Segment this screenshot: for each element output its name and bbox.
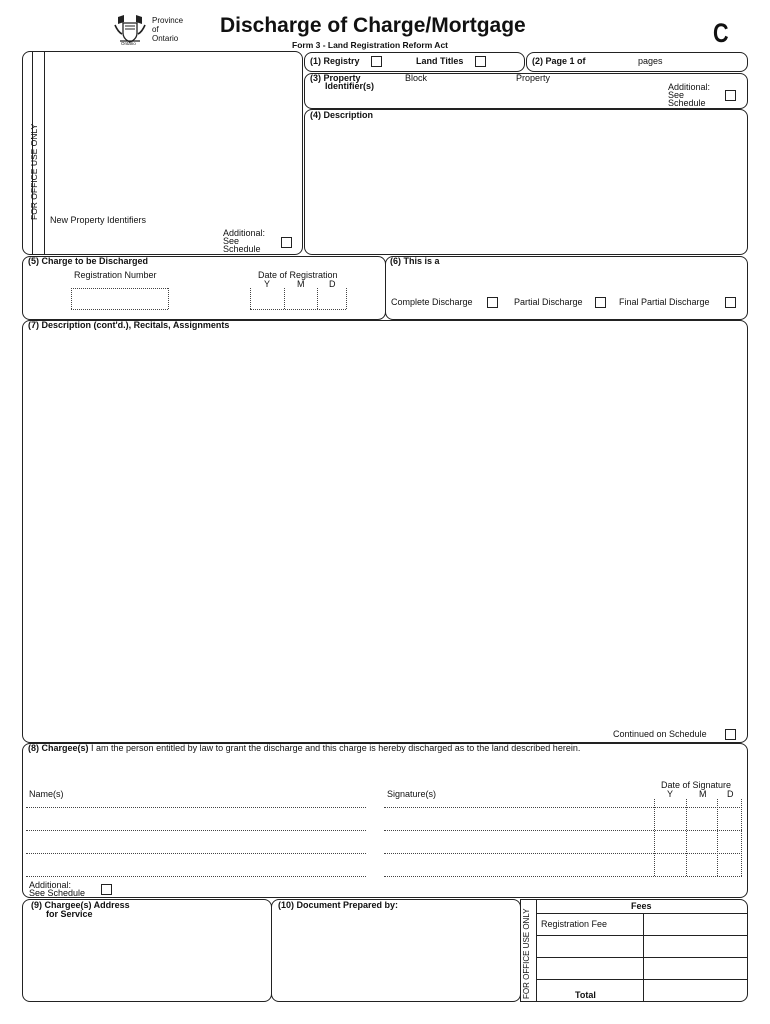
office-additional-checkbox[interactable] — [281, 237, 292, 248]
registration-number-label: Registration Number — [74, 270, 157, 280]
chargees-statement-text: I am the person entitled by law to grant the discharge and this charge is hereby discharged as to the land described herein. — [91, 743, 581, 753]
property-additional-schedule: Schedule — [668, 98, 706, 108]
property-identifiers-label: (3) Property — [310, 73, 361, 83]
address-for-service-label: (9) Chargee(s) Address — [31, 900, 130, 910]
signatures-label: Signature(s) — [387, 789, 437, 799]
prepared-by-box[interactable] — [271, 899, 521, 1002]
property-additional-label: Additional: — [668, 82, 711, 92]
discharge-type-label: (6) This is a — [390, 256, 440, 266]
chargees-label: (8) Chargee(s) — [28, 743, 89, 753]
name-line-4[interactable] — [26, 876, 366, 877]
names-label: Name(s) — [29, 789, 64, 799]
signature-d-label: D — [727, 789, 734, 799]
page-of-label: (2) Page 1 of — [532, 56, 586, 66]
property-identifiers-label-2: Identifier(s) — [325, 81, 375, 91]
fees-box — [520, 899, 748, 1002]
complete-discharge-label: Complete Discharge — [391, 297, 473, 307]
province-line-3: Ontario — [152, 34, 179, 43]
partial-discharge-checkbox[interactable] — [595, 297, 606, 308]
prepared-by-label: (10) Document Prepared by: — [278, 900, 399, 910]
province-line-2: of — [152, 25, 159, 34]
chargees-additional-checkbox[interactable] — [101, 884, 112, 895]
date-of-registration-label: Date of Registration — [258, 270, 338, 280]
office-additional-schedule: Schedule — [223, 244, 261, 254]
chargees-additional-label: Additional: — [29, 880, 72, 890]
date-m-label: M — [297, 279, 305, 289]
chargees-box — [22, 743, 748, 898]
partial-discharge-label: Partial Discharge — [514, 297, 583, 307]
fees-office-use-label: FOR OFFICE USE ONLY — [522, 908, 531, 999]
continued-on-schedule-label: Continued on Schedule — [613, 729, 707, 739]
pages-label: pages — [638, 56, 663, 66]
registration-fee-label: Registration Fee — [541, 919, 608, 929]
land-titles-label: Land Titles — [416, 56, 464, 66]
date-y-label: Y — [264, 279, 271, 289]
property-additional-see: See — [668, 90, 685, 100]
continued-on-schedule-checkbox[interactable] — [725, 729, 736, 740]
recitals-box[interactable] — [22, 320, 748, 743]
registry-checkbox[interactable] — [371, 56, 382, 67]
description-label: (4) Description — [310, 110, 374, 120]
signature-line-3[interactable] — [384, 853, 742, 854]
page-title: Discharge of Charge/Mortgage — [220, 14, 526, 37]
signature-y-label: Y — [667, 789, 674, 799]
chargees-additional-schedule: See Schedule — [29, 888, 86, 898]
chargees-statement — [28, 744, 580, 753]
name-line-3[interactable] — [26, 853, 366, 854]
signature-line-1[interactable] — [384, 807, 742, 808]
province-line-1: Province — [152, 16, 184, 25]
fees-title: Fees — [631, 901, 652, 911]
final-partial-discharge-label: Final Partial Discharge — [619, 297, 710, 307]
registration-number-field[interactable] — [71, 288, 168, 289]
office-use-vertical-label: FOR OFFICE USE ONLY — [29, 123, 39, 220]
signature-m-label: M — [699, 789, 707, 799]
property-label: Property — [516, 73, 551, 83]
form-subtitle: Form 3 - Land Registration Reform Act — [292, 40, 449, 50]
date-d-label: D — [329, 279, 336, 289]
signature-line-4[interactable] — [384, 876, 742, 877]
final-partial-discharge-checkbox[interactable] — [725, 297, 736, 308]
name-line-1[interactable] — [26, 807, 366, 808]
signature-line-2[interactable] — [384, 830, 742, 831]
description-box[interactable] — [304, 109, 748, 255]
recitals-label: (7) Description (cont'd.), Recitals, Assignments — [28, 320, 230, 330]
charge-discharged-label: (5) Charge to be Discharged — [28, 256, 149, 266]
registration-date-field[interactable] — [250, 309, 346, 310]
block-label: Block — [405, 73, 428, 83]
property-additional-checkbox[interactable] — [725, 90, 736, 101]
new-property-identifiers-label: New Property Identifiers — [50, 215, 147, 225]
form-letter-badge: C — [713, 18, 729, 48]
registry-label: (1) Registry — [310, 56, 360, 66]
land-titles-checkbox[interactable] — [475, 56, 486, 67]
office-additional-see: See — [223, 236, 240, 246]
name-line-2[interactable] — [26, 830, 366, 831]
total-label: Total — [575, 990, 596, 1000]
date-of-signature-label: Date of Signature — [661, 780, 732, 790]
crest-caption: Ontario — [121, 41, 136, 46]
complete-discharge-checkbox[interactable] — [487, 297, 498, 308]
address-for-service-label-2: for Service — [46, 909, 93, 919]
office-additional-label: Additional: — [223, 228, 266, 238]
